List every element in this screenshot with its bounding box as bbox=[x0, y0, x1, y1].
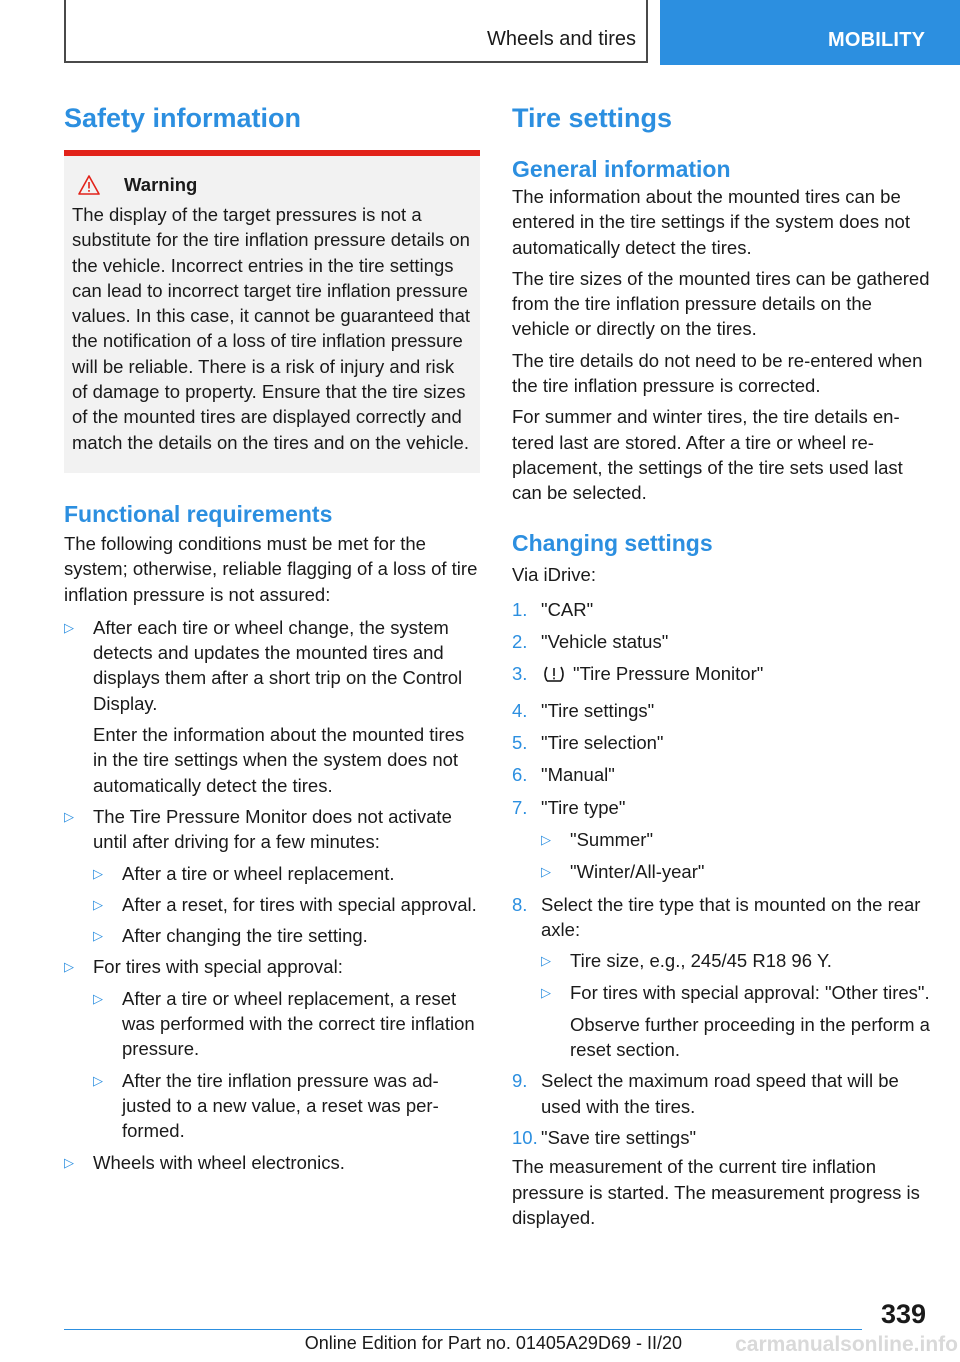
changing-settings-heading: Changing settings bbox=[512, 529, 713, 556]
sub-bullet-text: After the tire inflation pressure was adjusted to a new value, a reset was performed. bbox=[122, 1069, 439, 1142]
footer-divider bbox=[64, 1329, 862, 1330]
step-line bbox=[541, 661, 930, 690]
step-item bbox=[512, 698, 930, 723]
triangle-bullet-icon: ▷ bbox=[541, 864, 551, 880]
triangle-bullet-icon: ▷ bbox=[541, 953, 551, 969]
triangle-bullet-icon: ▷ bbox=[93, 928, 103, 944]
sub-bullet-text: After changing the tire setting. bbox=[122, 925, 368, 947]
sub-bullet-note: Observe further proceeding in the perform a reset section. bbox=[570, 1013, 930, 1061]
right-column bbox=[512, 100, 930, 1230]
step-text: Select the maximum road speed that will be used with the tires. bbox=[541, 1070, 899, 1117]
watermark: carmanualsonline.info bbox=[735, 1333, 958, 1356]
list-item bbox=[64, 954, 480, 1143]
sub-bullet-text: After a tire or wheel replacement. bbox=[122, 862, 395, 884]
warning-box bbox=[64, 150, 480, 473]
triangle-bullet-icon: ▷ bbox=[541, 985, 551, 1001]
step-item bbox=[512, 597, 930, 622]
triangle-bullet-icon: ▷ bbox=[93, 990, 103, 1006]
step-item bbox=[512, 892, 930, 1063]
left-column bbox=[64, 100, 480, 1175]
step-text: "Tire Pressure Monitor" bbox=[573, 663, 764, 685]
list-item bbox=[541, 980, 930, 1062]
list-item bbox=[541, 827, 930, 852]
sub-list bbox=[93, 986, 480, 1144]
list-item bbox=[64, 804, 480, 948]
general-paragraph: The information about the mounted tires can be entered in the tire settings if the system does not automatically detect the tires. bbox=[512, 186, 910, 258]
step-number: 8. bbox=[512, 893, 528, 915]
sub-bullet-text: Tire size, e.g., 245/45 R18 96 Y. bbox=[570, 950, 832, 972]
step-text: "Tire settings" bbox=[541, 699, 655, 721]
triangle-bullet-icon: ▷ bbox=[64, 959, 74, 975]
step-text: "Tire type" bbox=[541, 796, 626, 818]
step-item bbox=[512, 730, 930, 755]
list-item bbox=[93, 861, 480, 886]
list-item bbox=[541, 948, 930, 973]
triangle-bullet-icon: ▷ bbox=[93, 1072, 103, 1088]
triangle-bullet-icon: ▷ bbox=[541, 831, 551, 847]
list-item bbox=[64, 615, 480, 798]
sub-list bbox=[541, 827, 930, 885]
functional-heading: Functional requirements bbox=[64, 500, 333, 527]
step-number: 10. bbox=[512, 1126, 538, 1148]
sub-bullet-text: For tires with special approval: "Other tires". bbox=[570, 982, 930, 1004]
step-text: "Tire selection" bbox=[541, 732, 664, 754]
header-chapter-tab[interactable]: MOBILITY bbox=[660, 0, 960, 65]
triangle-bullet-icon: ▷ bbox=[64, 619, 74, 635]
triangle-bullet-icon: ▷ bbox=[93, 865, 103, 881]
step-text: "Vehicle status" bbox=[541, 631, 669, 653]
step-item bbox=[512, 661, 930, 690]
general-paragraph: The tire details do not need to be re-entered when the tire inflation pressure is corrected. bbox=[512, 349, 923, 397]
list-item bbox=[93, 1068, 480, 1144]
page-number: 339 bbox=[880, 1299, 926, 1329]
tire-pressure-warning-icon bbox=[541, 664, 567, 690]
step-number: 6. bbox=[512, 764, 528, 786]
list-item bbox=[541, 859, 930, 884]
sub-bullet-text: "Winter/All-year" bbox=[570, 861, 705, 883]
sub-bullet-text: After a tire or wheel replacement, a reset was performed with the correct tire inflation pressure. bbox=[122, 987, 475, 1060]
step-number: 9. bbox=[512, 1070, 528, 1092]
bullet-text: The Tire Pressure Monitor does not activate until after driving for a few minutes: bbox=[93, 805, 452, 853]
step-item bbox=[512, 795, 930, 885]
step-number: 5. bbox=[512, 732, 528, 754]
requirements-list bbox=[64, 615, 480, 1175]
general-info-heading: General information bbox=[512, 156, 731, 182]
warning-header bbox=[72, 172, 472, 198]
bullet-text: Wheels with wheel electronics. bbox=[93, 1151, 345, 1173]
triangle-bullet-icon: ▷ bbox=[93, 896, 103, 912]
warning-triangle-icon bbox=[72, 175, 124, 195]
safety-heading: Safety information bbox=[64, 103, 302, 133]
step-number: 1. bbox=[512, 598, 528, 620]
bullet-note: Enter the information about the mounted tires in the tire settings when the system does not automatically detect the tires. bbox=[93, 724, 465, 796]
edition-text: Online Edition for Part no. 01405A29D69 - II/20 bbox=[304, 1333, 682, 1353]
bullet-text: After each tire or wheel change, the system detects and updates the mounted tires and displays them after a short trip on the Control Display. bbox=[93, 616, 463, 714]
triangle-bullet-icon: ▷ bbox=[64, 1154, 74, 1170]
sub-list bbox=[93, 861, 480, 949]
step-item bbox=[512, 1125, 930, 1150]
steps-list bbox=[512, 597, 930, 1150]
header-section-title: Wheels and tires bbox=[487, 28, 636, 50]
step-text: Select the tire type that is mounted on the rear axle: bbox=[541, 893, 921, 940]
warning-text: The display of the target pressures is not a substitute for the tire inflation pressure details on the vehicle. Incorrect entries in the tire settings can lead to incorrect target tire inflation pressure values. In this case, it cannot be guaranteed that the notification of a loss of tire inflation pressure will be reliable. There is a risk of injury and risk of damage to property. Ensure that the tire sizes of the mounted tires are displayed correctly and match the details on the tires and on the vehicle. bbox=[72, 204, 471, 453]
general-paragraph: For summer and winter tires, the tire details entered last are stored. After a tire or wheel replacement, the settings of the tire sets used last can be selected. bbox=[512, 406, 903, 504]
step-item bbox=[512, 762, 930, 787]
step-number: 7. bbox=[512, 796, 528, 818]
sub-list bbox=[541, 948, 930, 1062]
bullet-text: For tires with special approval: bbox=[93, 956, 343, 978]
list-item bbox=[93, 986, 480, 1062]
closing-paragraph: The measurement of the current tire inflation pressure is started. The measurement progress is displayed. bbox=[512, 1156, 920, 1228]
functional-intro: The following conditions must be met for the system; otherwise, reliable flagging of a loss of tire inflation pressure is not assured: bbox=[64, 532, 478, 605]
triangle-bullet-icon: ▷ bbox=[64, 808, 74, 824]
step-item bbox=[512, 1068, 930, 1119]
via-idrive-text: Via iDrive: bbox=[512, 563, 596, 585]
step-item bbox=[512, 629, 930, 654]
sub-bullet-text: "Summer" bbox=[570, 828, 654, 850]
sub-bullet-text: After a reset, for tires with special approval. bbox=[122, 893, 477, 915]
list-item bbox=[93, 923, 480, 948]
step-text: "Save tire settings" bbox=[541, 1126, 697, 1148]
step-text: "Manual" bbox=[541, 764, 615, 786]
tire-settings-heading: Tire settings bbox=[512, 103, 673, 133]
list-item bbox=[93, 892, 480, 917]
list-item bbox=[64, 1150, 480, 1175]
warning-label: Warning bbox=[124, 174, 198, 195]
general-paragraph: The tire sizes of the mounted tires can be gathered from the tire inflation pressure details on the vehicle or directly on the tires. bbox=[512, 267, 930, 340]
step-number: 3. bbox=[512, 663, 528, 685]
step-text: "CAR" bbox=[541, 598, 594, 620]
step-number: 4. bbox=[512, 699, 528, 721]
step-number: 2. bbox=[512, 631, 528, 653]
